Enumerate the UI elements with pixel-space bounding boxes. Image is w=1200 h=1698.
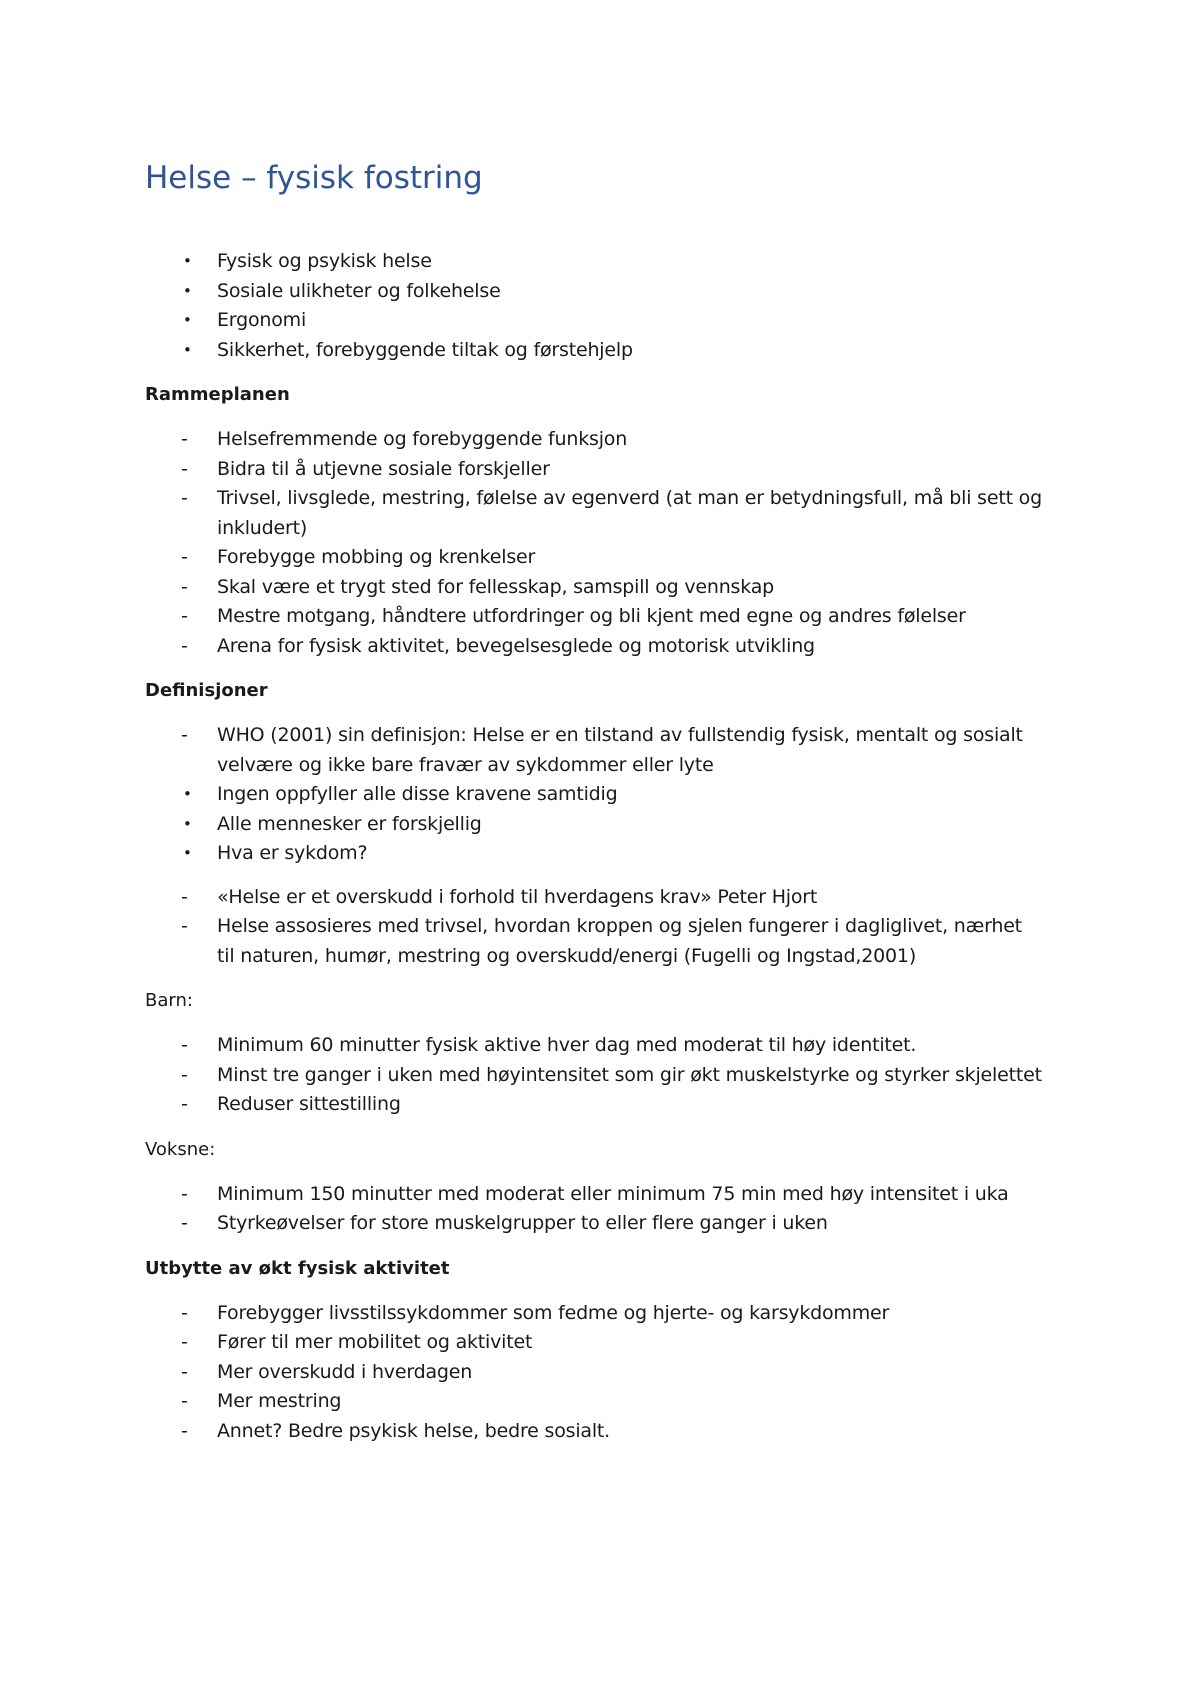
- list-item: - Minst tre ganger i uken med høyintensitet som gir økt muskelstyrke og styrker skjelettet: [145, 1061, 1045, 1091]
- list-item: • Hva er sykdom?: [145, 839, 1045, 869]
- list-item: - Forebygge mobbing og krenkelser: [145, 543, 1045, 573]
- list-item: - Annet? Bedre psykisk helse, bedre sosialt.: [145, 1417, 1045, 1447]
- bullet-marker: •: [183, 252, 192, 271]
- dash-marker: -: [181, 885, 188, 908]
- dash-marker: -: [181, 634, 188, 657]
- bullet-marker: •: [183, 340, 192, 359]
- list-item: - Mestre motgang, håndtere utfordringer og bli kjent med egne og andres følelser: [145, 602, 1045, 632]
- bullet-marker: •: [183, 844, 192, 863]
- document-content: [145, 160, 1045, 1462]
- list-item: - Styrkeøvelser for store muskelgrupper to eller flere ganger i uken: [145, 1209, 1045, 1239]
- list-item: - Arena for fysisk aktivitet, bevegelsesglede og motorisk utvikling: [145, 632, 1045, 662]
- dash-marker: -: [181, 724, 188, 747]
- bullet-marker: •: [183, 311, 192, 330]
- dash-marker: -: [181, 1063, 188, 1086]
- dash-marker: -: [181, 1360, 188, 1383]
- dash-marker: -: [181, 1093, 188, 1116]
- list-item: - Helse assosieres med trivsel, hvordan kroppen og sjelen fungerer i dagliglivet, nærhet til naturen, humør, mestring og overskudd/energi (Fugelli og Ingstad,2001): [145, 912, 1045, 971]
- dash-marker: -: [181, 1301, 188, 1324]
- list-item: • Fysisk og psykisk helse: [145, 247, 1045, 277]
- dash-marker: -: [181, 1182, 188, 1205]
- bullet-marker: •: [183, 281, 192, 300]
- section-heading-voksne: Voksne:: [145, 1138, 216, 1160]
- list-item: - Minimum 60 minutter fysisk aktive hver dag med moderat til høy identitet.: [145, 1031, 1045, 1061]
- dash-marker: -: [181, 1390, 188, 1413]
- bullet-marker: •: [183, 785, 192, 804]
- definisjoner-list: [145, 721, 1045, 869]
- dash-marker: -: [181, 1331, 188, 1354]
- bullet-marker: •: [183, 814, 192, 833]
- list-item: • Sikkerhet, forebyggende tiltak og førstehjelp: [145, 336, 1045, 366]
- spacer: [145, 869, 1045, 883]
- barn-list: [145, 1031, 1045, 1120]
- dash-marker: -: [181, 605, 188, 628]
- list-item: - Minimum 150 minutter med moderat eller minimum 75 min med høy intensitet i uka: [145, 1180, 1045, 1210]
- list-item: - Bidra til å utjevne sosiale forskjeller: [145, 455, 1045, 485]
- list-item: - Trivsel, livsglede, mestring, følelse av egenverd (at man er betydningsfull, må bli sett og inkludert): [145, 484, 1045, 543]
- section-heading-barn: Barn:: [145, 990, 193, 1012]
- dash-marker: -: [181, 1034, 188, 1057]
- dash-marker: -: [181, 546, 188, 569]
- dash-marker: -: [181, 487, 188, 510]
- list-item: - Skal være et trygt sted for fellesskap, samspill og vennskap: [145, 573, 1045, 603]
- list-item: • Ingen oppfyller alle disse kravene samtidig: [145, 780, 1045, 810]
- dash-marker: -: [181, 1419, 188, 1442]
- utbytte-list: [145, 1299, 1045, 1447]
- page-title: Helse – fysisk fostring: [145, 160, 483, 196]
- list-item: - Forebygger livsstilssykdommer som fedme og hjerte- og karsykdommer: [145, 1299, 1045, 1329]
- list-item: • Sosiale ulikheter og folkehelse: [145, 277, 1045, 307]
- dash-marker: -: [181, 1212, 188, 1235]
- list-item: - «Helse er et overskudd i forhold til hverdagens krav» Peter Hjort: [145, 883, 1045, 913]
- list-item: - Fører til mer mobilitet og aktivitet: [145, 1328, 1045, 1358]
- list-item: • Alle mennesker er forskjellig: [145, 810, 1045, 840]
- dash-marker: -: [181, 457, 188, 480]
- dash-marker: -: [181, 915, 188, 938]
- list-item: - Helsefremmende og forebyggende funksjon: [145, 425, 1045, 455]
- voksne-list: [145, 1180, 1045, 1239]
- section-heading-utbytte: Utbytte av økt fysisk aktivitet: [145, 1257, 450, 1279]
- list-item: - Mer mestring: [145, 1387, 1045, 1417]
- list-item: - Mer overskudd i hverdagen: [145, 1358, 1045, 1388]
- definisjoner-quotes-list: [145, 883, 1045, 972]
- list-item: • Ergonomi: [145, 306, 1045, 336]
- list-item: - WHO (2001) sin definisjon: Helse er en tilstand av fullstendig fysisk, mentalt og sosialt velvære og ikke bare fravær av sykdommer eller lyte: [145, 721, 1045, 780]
- section-heading-rammeplanen: Rammeplanen: [145, 384, 290, 406]
- intro-list: [145, 247, 1045, 365]
- rammeplanen-list: [145, 425, 1045, 661]
- section-heading-definisjoner: Definisjoner: [145, 680, 268, 702]
- dash-marker: -: [181, 428, 188, 451]
- dash-marker: -: [181, 575, 188, 598]
- list-item: - Reduser sittestilling: [145, 1090, 1045, 1120]
